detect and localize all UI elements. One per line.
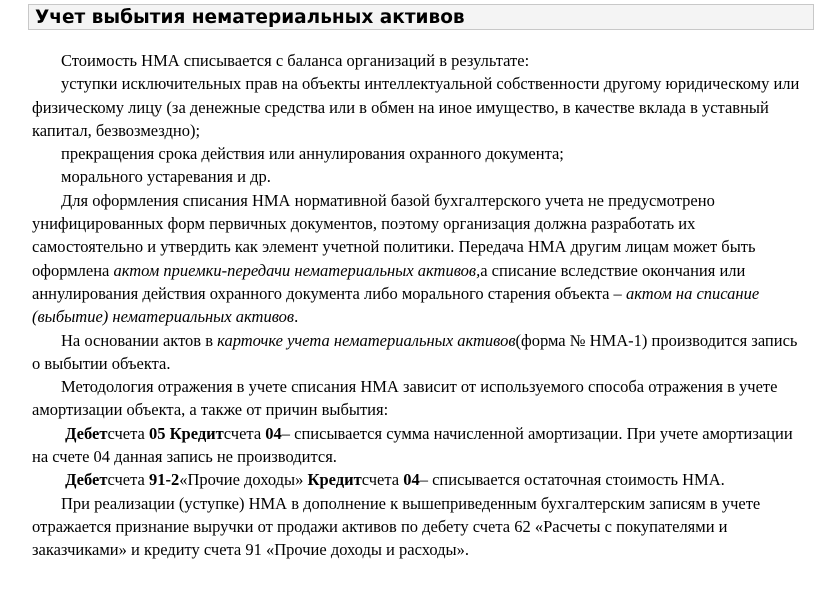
page-title: Учет выбытия нематериальных активов [35, 7, 465, 28]
text-segment: Для оформления списания НМА нормативной базой бухгалтерского учета не предусмотрено унифицированных форм первичных документов, поэтому организация должна разработать их самостоятельно и утвердить как элемент учетной политики. Передача НМА другим лицам может быть оформлена [32, 190, 756, 280]
paragraph-termination: прекращения срока действия или аннулирования охранного документа; [61, 144, 564, 164]
paragraph-entry-depreciation [32, 422, 804, 469]
italic-term-writeoff-act: актом на списание (выбытие) нематериальных активов [32, 283, 760, 327]
text-segment: счета [223, 423, 266, 443]
bold-account-04: 04 [403, 470, 420, 490]
bold-debit: Дебет [65, 470, 108, 490]
paragraph-obsolescence: морального устаревания и др. [61, 167, 271, 187]
text-segment: – списывается сумма начисленной амортизации. При учете амортизации на счете 04 данная запись не производится. [32, 423, 793, 467]
bold-account-91-2: 91-2 [148, 470, 180, 490]
text-segment: – списывается остаточная стоимость НМА. [419, 470, 725, 490]
paragraph-sale: При реализации (уступке) НМА в дополнение к вышеприведенным бухгалтерским записям в учете отражается признание выручки от продажи активов по дебету счета 62 «Расчеты с покупателями и заказчиками» и кредиту счета 91 «Прочие доходы и расходы». [32, 493, 761, 560]
document-body [32, 49, 804, 562]
bold-account-credit: 05 Кредит [148, 423, 224, 443]
paragraph-entry-residual [32, 468, 804, 491]
paragraph-assignment-of-rights: уступки исключительных прав на объекты интеллектуальной собственности другому юридическому или физическому лицу (за денежные средства или в обмен на иное имущество, в качестве вклада в уставный капитал, безвозмездно); [32, 74, 800, 140]
text-segment: (форма № НМА-1) производится запись о выбытии объекта. [32, 330, 798, 373]
paragraph-record-card [32, 329, 804, 376]
text-segment: счета [107, 470, 149, 490]
text-segment: . [294, 307, 299, 327]
bold-credit: Кредит [307, 470, 362, 490]
text-segment: На основании актов в [61, 330, 218, 350]
paragraph-documentation [32, 189, 804, 329]
text-segment: счета [361, 470, 404, 490]
bold-debit: Дебет [65, 423, 108, 443]
text-segment: счета [107, 423, 149, 443]
text-segment: а списание вследствие окончания или аннулирования действия охранного документа либо морального старения объекта – [32, 260, 746, 303]
italic-term-transfer-act: актом приемки-передачи нематериальных активов, [113, 260, 481, 280]
title-bar [28, 4, 814, 30]
bold-account-04: 04 [265, 423, 282, 443]
paragraph-intro: Стоимость НМА списывается с баланса организаций в результате: [61, 51, 530, 70]
italic-term-record-card: карточке учета нематериальных активов [217, 330, 516, 350]
text-segment: «Прочие доходы» [179, 470, 308, 490]
paragraph-methodology: Методология отражения в учете списания НМА зависит от используемого способа отражения в учете амортизации объекта, а также от причин выбытия: [32, 377, 778, 420]
